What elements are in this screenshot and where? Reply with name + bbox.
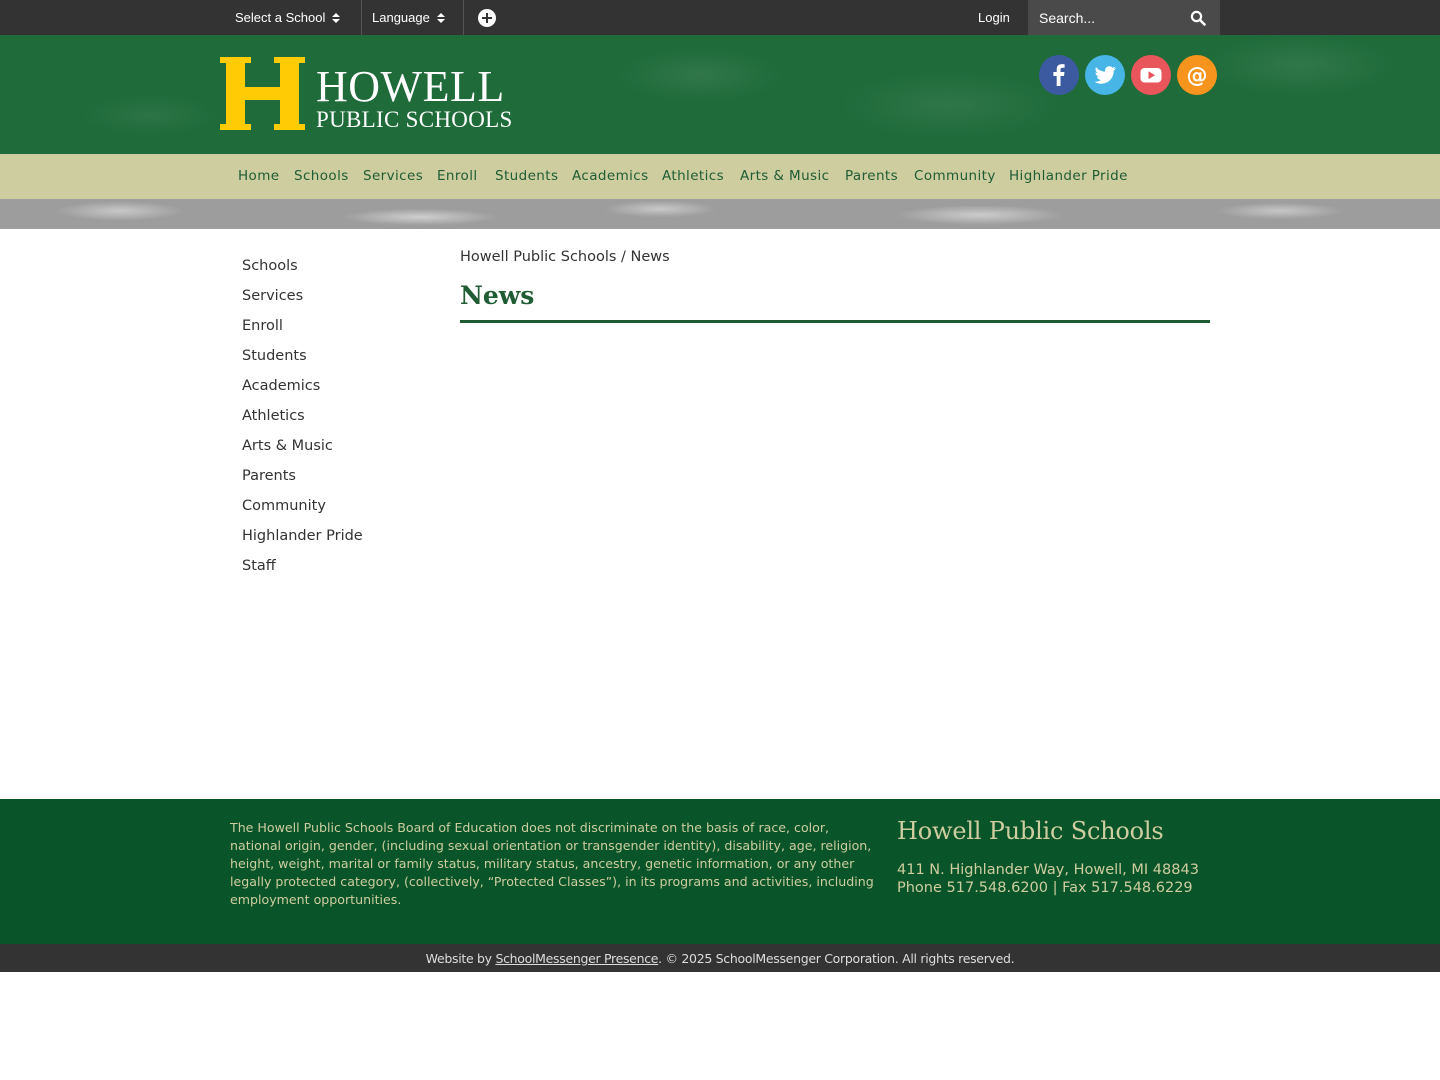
sidebar-item-community[interactable]: Community [242,498,326,514]
credit-bar [0,944,1440,972]
email-icon [1177,55,1217,95]
twitter-icon [1085,55,1125,95]
sort-updown-icon [437,13,445,23]
sidebar-item-enroll[interactable]: Enroll [242,318,283,334]
sidebar-item-athletics[interactable]: Athletics [242,408,305,424]
nondiscrimination-statement: The Howell Public Schools Board of Education does not discriminate on the basis of race, color, national origin, gender, (including sexual orientation or transgender identity), disability, age, religion, height, weight, marital or family status, military status, ancestry, genetic information, or any other legally protected category, (collectively, “Protected Classes”), in its programs and activities, including employment opportunities. [230,820,874,907]
nav-services[interactable]: Services [363,168,424,184]
footer-phone-line: Phone 517.548.6200 | Fax 517.548.6229 [897,880,1193,896]
sidebar-item-academics[interactable]: Academics [242,378,321,394]
credit-suffix: . © 2025 SchoolMessenger Corporation. All rights reserved. [658,951,1015,966]
facebook-link[interactable] [1039,55,1079,95]
utility-bar [0,0,1440,35]
logo-line1: HOWELL [316,62,505,111]
site-footer [0,799,1440,944]
nav-enroll[interactable]: Enroll [437,168,478,184]
nav-highlander-pride[interactable]: Highlander Pride [1009,168,1128,184]
facebook-icon [1039,55,1079,95]
credit-text [0,951,1440,966]
nav-home[interactable]: Home [238,168,280,184]
school-select-label: Select a School [235,10,326,25]
footer-address-line: 411 N. Highlander Way, Howell, MI 48843 [897,862,1199,878]
nav-schools[interactable]: Schools [294,168,349,184]
nav-athletics[interactable]: Athletics [662,168,725,184]
email-link[interactable] [1177,55,1217,95]
footer-contact [897,861,1199,897]
title-divider [460,320,1210,323]
login-label: Login [978,10,1010,25]
nav-community[interactable]: Community [914,168,996,184]
nav-students[interactable]: Students [495,168,559,184]
sidebar-item-arts-music[interactable]: Arts & Music [242,438,333,454]
schoolmessenger-link[interactable]: SchoolMessenger Presence [495,951,659,966]
breadcrumb[interactable]: Howell Public Schools / News [460,249,670,265]
school-select[interactable] [235,0,340,35]
sidebar-item-parents[interactable]: Parents [242,468,296,484]
divider [361,0,362,35]
sort-updown-icon [332,13,340,23]
sidebar-item-services[interactable]: Services [242,288,304,304]
site-header [0,35,1440,154]
search-input[interactable] [1028,0,1178,35]
divider [463,0,464,35]
youtube-link[interactable] [1131,55,1171,95]
nav-parents[interactable]: Parents [845,168,899,184]
youtube-icon [1131,55,1171,95]
sidebar-item-students[interactable]: Students [242,348,307,364]
page-title: News [460,281,535,310]
plus-circle-icon [478,9,496,27]
language-select[interactable] [372,0,445,35]
logo-line2: PUBLIC SCHOOLS [316,107,513,132]
cloud-banner [0,199,1440,229]
nav-academics[interactable]: Academics [572,168,649,184]
twitter-link[interactable] [1085,55,1125,95]
sidebar-item-highlander-pride[interactable]: Highlander Pride [242,528,363,544]
quick-links-button[interactable] [478,0,496,35]
footer-district-name: Howell Public Schools [897,817,1164,845]
login-link[interactable] [978,0,1010,35]
search-icon[interactable] [1190,10,1206,26]
section-sidebar [242,256,363,586]
search-box [1028,0,1220,35]
h-logo-icon [220,57,305,130]
nav-arts-music[interactable]: Arts & Music [740,168,830,184]
svg-text:@: @ [1186,63,1208,88]
language-select-label: Language [372,10,430,25]
sidebar-item-schools[interactable]: Schools [242,258,298,274]
sidebar-item-staff[interactable]: Staff [242,558,276,574]
credit-prefix: Website by [425,951,496,966]
main-nav [0,154,1440,199]
district-logo[interactable] [220,57,513,130]
